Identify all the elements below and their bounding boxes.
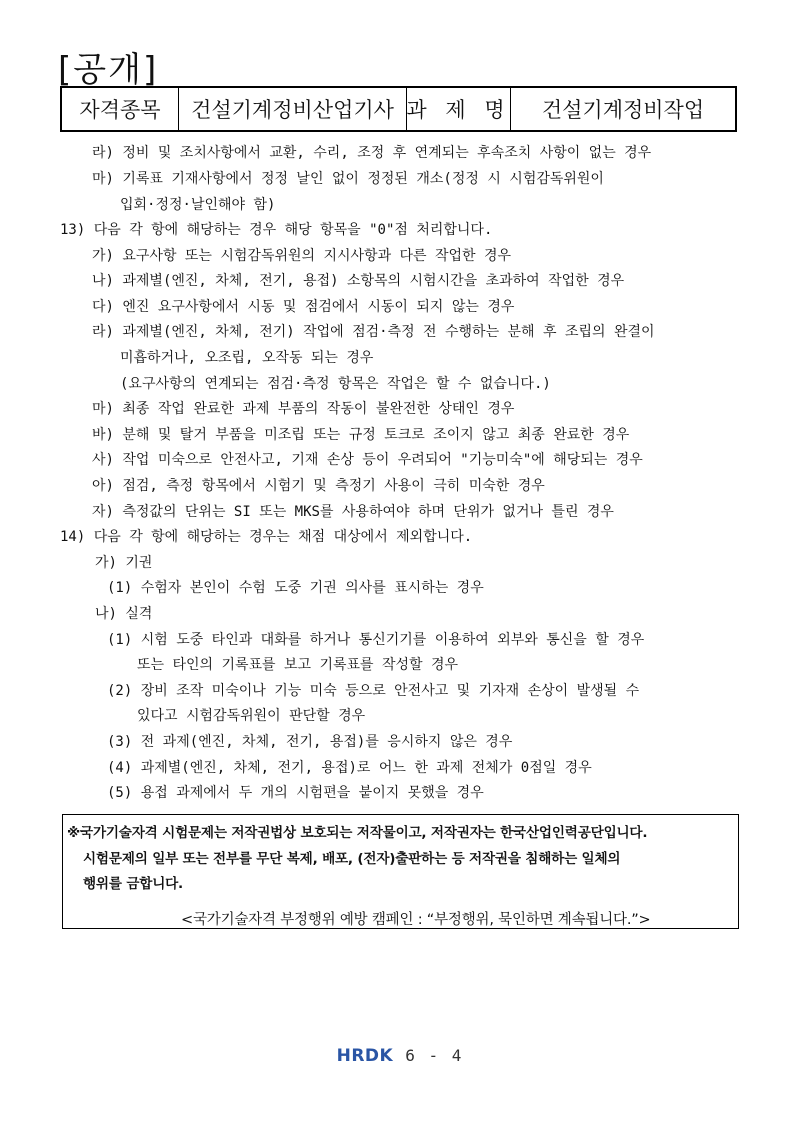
list-item: 나) 과제별(엔진, 차체, 전기, 용접) 소항목의 시험시간을 초과하여 작업한 경우 bbox=[92, 273, 625, 289]
list-item: 자) 측정값의 단위는 SI 또는 MKS를 사용하여야 하며 단위가 없거나 틀린 경우 bbox=[92, 504, 614, 520]
list-item: (3) 전 과제(엔진, 차체, 전기, 용접)를 응시하지 않은 경우 bbox=[107, 734, 513, 750]
list-item: 가) 요구사항 또는 시험감독위원의 지시사항과 다른 작업한 경우 bbox=[92, 248, 512, 264]
page-number: 6 - 4 bbox=[405, 1046, 464, 1065]
disclosure-badge: [공개] bbox=[58, 50, 159, 90]
list-item: (1) 수험자 본인이 수험 도중 기권 의사를 표시하는 경우 bbox=[107, 580, 484, 596]
list-item: (1) 시험 도중 타인과 대화를 하거나 통신기기를 이용하여 외부와 통신을 할 경우 bbox=[107, 632, 645, 648]
copyright-notice-line: 시험문제의 일부 또는 전부를 무단 복제, 배포, (전자)출판하는 등 저작권을 침해하는 일체의 bbox=[83, 851, 621, 867]
list-item: 또는 타인의 기록표를 보고 기록표를 작성할 경우 bbox=[137, 657, 459, 673]
list-item: 나) 실격 bbox=[95, 606, 153, 622]
copyright-notice-line: 행위를 금합니다. bbox=[83, 876, 184, 892]
list-item: (5) 용접 과제에서 두 개의 시험편을 붙이지 못했을 경우 bbox=[107, 785, 484, 801]
task-name-value: 건설기계정비작업 bbox=[541, 98, 705, 122]
qualification-value: 건설기계정비산업기사 bbox=[179, 88, 407, 130]
list-item: 아) 점검, 측정 항목에서 시험기 및 측정기 사용이 극히 미숙한 경우 bbox=[92, 478, 545, 494]
hrdk-logo: HRDK bbox=[336, 1046, 394, 1066]
list-item: (2) 장비 조작 미숙이나 기능 미숙 등으로 안전사고 및 기자재 손상이 발생될 수 bbox=[107, 683, 640, 699]
exam-header-table bbox=[60, 86, 737, 132]
list-item: 라) 정비 및 조치사항에서 교환, 수리, 조정 후 연계되는 후속조치 사항이 없는 경우 bbox=[92, 145, 652, 161]
list-item: 라) 과제별(엔진, 차체, 전기) 작업에 점검·측정 전 수행하는 분해 후 조립의 완결이 bbox=[92, 324, 655, 340]
list-item: 미흡하거나, 오조립, 오작동 되는 경우 bbox=[120, 350, 374, 366]
list-item: (요구사항의 연계되는 점검·측정 항목은 작업은 할 수 없습니다.) bbox=[120, 376, 551, 392]
list-item: 가) 기권 bbox=[95, 555, 153, 571]
list-item: 마) 기록표 기재사항에서 정정 날인 없이 정정된 개소(정정 시 시험감독위원이 bbox=[92, 171, 604, 187]
list-item: 13) 다음 각 항에 해당하는 경우 해당 항목을 "0"점 처리합니다. bbox=[60, 222, 493, 238]
copyright-notice-line: ※국가기술자격 시험문제는 저작권법상 보호되는 저작물이고, 저작권자는 한국산업인력공단입니다. bbox=[67, 825, 648, 841]
list-item: 입회·정정·날인해야 함) bbox=[120, 197, 276, 213]
qualification-label: 자격종목 bbox=[62, 88, 179, 130]
list-item: 마) 최종 작업 완료한 과제 부품의 작동이 불완전한 상태인 경우 bbox=[92, 401, 515, 417]
campaign-slogan: <국가기술자격 부정행위 예방 캠페인 : “부정행위, 묵인하면 계속됩니다.”> bbox=[181, 912, 651, 928]
list-item: 다) 엔진 요구사항에서 시동 및 점검에서 시동이 되지 않는 경우 bbox=[92, 299, 515, 315]
list-item: 바) 분해 및 탈거 부품을 미조립 또는 규정 토크로 조이지 않고 최종 완료한 경우 bbox=[92, 427, 630, 443]
list-item: (4) 과제별(엔진, 차체, 전기, 용접)로 어느 한 과제 전체가 0점일 경우 bbox=[107, 760, 592, 776]
copyright-notice-box bbox=[62, 814, 739, 929]
list-item: 있다고 시험감독위원이 판단할 경우 bbox=[137, 708, 366, 724]
list-item: 사) 작업 미숙으로 안전사고, 기재 손상 등이 우려되어 "기능미숙"에 해당되는 경우 bbox=[92, 452, 643, 468]
page-footer bbox=[0, 1046, 800, 1066]
task-name-label: 과 제 명 bbox=[407, 88, 511, 130]
list-item: 14) 다음 각 항에 해당하는 경우는 채점 대상에서 제외합니다. bbox=[60, 529, 473, 545]
